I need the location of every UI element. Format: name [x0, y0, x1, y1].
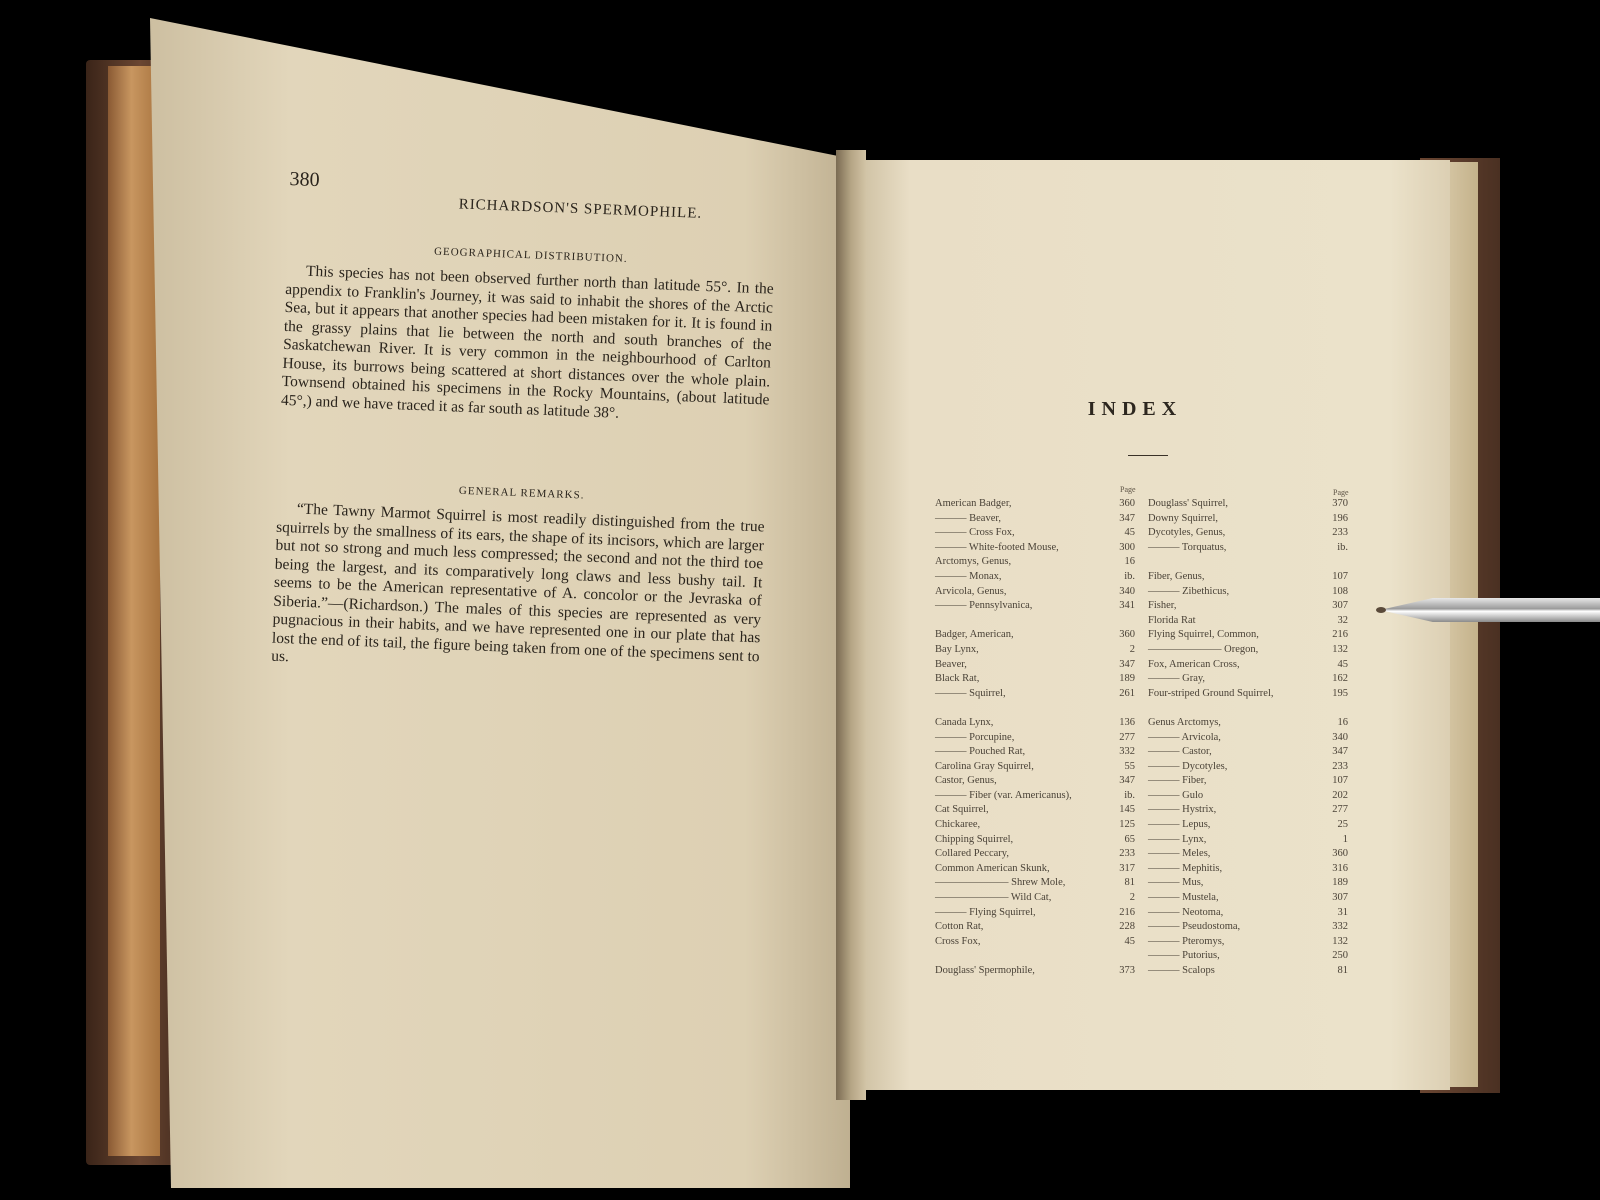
index-entry [1148, 862, 1348, 877]
index-entry [1148, 512, 1348, 527]
index-page-number: 307 [1332, 600, 1348, 612]
index-term: ——— Lynx, [1148, 833, 1207, 845]
index-page-number: 45 [1124, 935, 1135, 947]
index-page-number: 16 [1337, 716, 1348, 728]
index-term: ——————— Oregon, [1148, 643, 1259, 655]
index-entry [1148, 643, 1348, 658]
index-entry [935, 643, 1135, 658]
index-page-number: 65 [1124, 833, 1135, 845]
index-term: Badger, American, [935, 629, 1014, 641]
index-entry [935, 891, 1135, 906]
index-term: Carolina Gray Squirrel, [935, 760, 1034, 772]
page-number: 380 [289, 168, 320, 192]
index-term: Flying Squirrel, Common, [1148, 629, 1259, 641]
index-term: ——— Zibethicus, [1148, 585, 1230, 597]
index-entry [935, 658, 1135, 673]
index-page-number: 31 [1337, 906, 1348, 918]
index-entry [1148, 541, 1348, 556]
index-page-number: 347 [1332, 746, 1348, 758]
index-entry [935, 614, 1135, 629]
index-entry [1148, 628, 1348, 643]
index-page-number: 332 [1332, 921, 1348, 933]
index-entry [1148, 658, 1348, 673]
index-term: ——— Scalops [1148, 965, 1215, 976]
index-entry [935, 526, 1135, 541]
index-page-number: 340 [1119, 585, 1135, 597]
index-term: Arvicola, Genus, [935, 585, 1007, 597]
section-title-remarks: GENERAL REMARKS. [458, 484, 585, 502]
index-page-number: 347 [1119, 512, 1135, 524]
index-page-number: 107 [1332, 570, 1348, 582]
index-page-number: 202 [1332, 789, 1348, 801]
index-entry [935, 512, 1135, 527]
index-term: Canada Lynx, [935, 716, 994, 728]
index-term: Downy Squirrel, [1148, 512, 1218, 524]
running-head: RICHARDSON'S SPERMOPHILE. [458, 196, 703, 222]
index-page-number: 132 [1332, 935, 1348, 947]
index-page-number: 2 [1129, 643, 1135, 655]
index-entry [935, 935, 1135, 950]
index-entry [935, 745, 1135, 760]
index-term: Chipping Squirrel, [935, 833, 1014, 845]
index-term: ——— Lepus, [1148, 819, 1211, 831]
index-entry [1148, 803, 1348, 818]
index-page-number: 107 [1332, 775, 1348, 787]
index-entry [1148, 847, 1348, 862]
index-page-number: 162 [1332, 673, 1348, 685]
index-term: ——— Squirrel, [935, 687, 1006, 699]
section-title-distribution: GEOGRAPHICAL DISTRIBUTION. [433, 245, 628, 266]
index-entry [935, 599, 1135, 614]
index-page-number: 340 [1332, 731, 1348, 743]
index-page-number: ib. [1337, 541, 1348, 553]
index-entry [1148, 876, 1348, 891]
index-term: ——— Flying Squirrel, [935, 906, 1036, 918]
index-page-number: 136 [1119, 716, 1135, 728]
index-term: ——— Gray, [1148, 673, 1206, 685]
index-term: Fox, American Cross, [1148, 658, 1240, 670]
index-entry [1148, 585, 1348, 600]
index-page-number: 261 [1119, 687, 1135, 699]
index-entry [935, 876, 1135, 891]
index-entry [935, 862, 1135, 877]
index-page-number: ib. [1124, 789, 1135, 801]
index-term: ——— Pteromys, [1148, 935, 1225, 947]
index-term: ——— Porcupine, [935, 731, 1015, 743]
index-term: ——— Monax, [935, 570, 1002, 582]
index-entry [935, 716, 1135, 731]
index-entry [1148, 818, 1348, 833]
index-term: Genus Arctomys, [1148, 716, 1221, 728]
index-page-number: 300 [1119, 541, 1135, 553]
index-page-number: 341 [1119, 600, 1135, 612]
index-title: INDEX [1087, 398, 1183, 420]
index-entry [1148, 949, 1348, 964]
index-entry [1148, 731, 1348, 746]
index-page-number: 125 [1119, 819, 1135, 831]
index-page-number: 228 [1119, 921, 1135, 933]
index-entry [1148, 701, 1348, 716]
index-page-number: 347 [1119, 658, 1135, 670]
index-entry [1148, 716, 1348, 731]
index-term: Cotton Rat, [935, 921, 984, 933]
index-entry [935, 541, 1135, 556]
index-page-number: 277 [1332, 804, 1348, 816]
index-page-number: 1 [1342, 833, 1348, 845]
index-term: Arctomys, Genus, [935, 556, 1012, 568]
index-page-number: 332 [1119, 746, 1135, 758]
index-term: Collared Peccary, [935, 848, 1009, 860]
index-term: Bay Lynx, [935, 643, 979, 655]
index-term: Douglass' Spermophile, [935, 965, 1035, 976]
index-page-number: 360 [1332, 848, 1348, 860]
index-entry [935, 774, 1135, 789]
index-entry [1148, 760, 1348, 775]
pen-tip [1376, 607, 1386, 613]
index-rule [1128, 455, 1168, 456]
index-entry [1148, 789, 1348, 804]
index-entry [1148, 614, 1348, 629]
index-entry [1148, 745, 1348, 760]
index-entry [935, 789, 1135, 804]
index-term: Cross Fox, [935, 935, 981, 947]
paragraph-remarks: “The Tawny Marmot Squirrel is most readily distinguished from the true squirrels by the smallness of its ears, the shape of its incisors, which are larger but not so strong and much less compressed; the second and not the third toe being the largest, and its comparatively long claws and less bushy tail. It seems to be the American representative of A. concolor or the Jevraska of Siberia.”—(Richardson.) The males of this species are represented as very pugnacious in their habits, and we have represented one in our plate that has lost the end of its tail, the figure being taken from one of the specimens sent to us. [270, 500, 765, 666]
page-label-col2: Page [1333, 488, 1349, 497]
index-entry [935, 847, 1135, 862]
index-entry [1148, 599, 1348, 614]
index-entry [1148, 935, 1348, 950]
index-entry [935, 803, 1135, 818]
index-term: Florida Rat [1148, 614, 1196, 626]
index-term: ——— Mus, [1148, 877, 1204, 889]
index-term: ——— Arvicola, [1148, 731, 1221, 743]
index-entry [1148, 570, 1348, 585]
index-entry [935, 628, 1135, 643]
index-entry [1148, 526, 1348, 541]
index-page-number: 233 [1332, 527, 1348, 539]
index-page-number: 233 [1119, 848, 1135, 860]
index-entry [935, 672, 1135, 687]
index-term: ——————— Shrew Mole, [935, 877, 1066, 889]
index-entry [1148, 672, 1348, 687]
index-entry [1148, 555, 1348, 570]
index-term: ——————— Wild Cat, [935, 892, 1052, 904]
index-term: Four-striped Ground Squirrel, [1148, 687, 1274, 699]
index-term: Dycotyles, Genus, [1148, 527, 1226, 539]
index-page-number: 132 [1332, 643, 1348, 655]
index-page-number: 347 [1119, 775, 1135, 787]
index-term: ——— Fiber, [1148, 775, 1207, 787]
index-entry [1148, 774, 1348, 789]
index-page-number: 55 [1124, 760, 1135, 772]
index-page-number: 16 [1124, 556, 1135, 568]
index-entry [935, 760, 1135, 775]
index-term: Fiber, Genus, [1148, 570, 1205, 582]
index-page-number: 307 [1332, 892, 1348, 904]
index-term: Fisher, [1148, 600, 1177, 612]
index-term: ——— Castor, [1148, 746, 1212, 758]
index-entry [935, 585, 1135, 600]
index-term: ——— Dycotyles, [1148, 760, 1228, 772]
index-term: ——— Meles, [1148, 848, 1211, 860]
index-entry [935, 497, 1135, 512]
index-entry [1148, 906, 1348, 921]
index-term: Beaver, [935, 658, 967, 670]
index-entry [935, 906, 1135, 921]
index-page-number: 32 [1337, 614, 1348, 626]
left-page-edges [108, 66, 160, 1156]
index-page-number: 216 [1332, 629, 1348, 641]
index-page-number: 316 [1332, 862, 1348, 874]
index-entry [1148, 891, 1348, 906]
index-page-number: 25 [1337, 819, 1348, 831]
index-page-number: 233 [1332, 760, 1348, 772]
index-page-number: 216 [1119, 906, 1135, 918]
index-page-number: 196 [1332, 512, 1348, 524]
page-label-col1: Page [1120, 485, 1136, 494]
index-page-number: 189 [1332, 877, 1348, 889]
index-term: ——— Mustela, [1148, 892, 1219, 904]
index-entry [935, 701, 1135, 716]
index-page-number: 45 [1124, 527, 1135, 539]
index-entry [935, 833, 1135, 848]
index-page-number: 81 [1337, 965, 1348, 976]
index-term: ——— Pennsylvanica, [935, 600, 1033, 612]
index-entry [935, 920, 1135, 935]
book-gutter [836, 150, 866, 1100]
index-term: ——— Gulo [1148, 789, 1204, 801]
index-term: ——— Mephitis, [1148, 862, 1223, 874]
index-entry [935, 949, 1135, 964]
index-entry [935, 687, 1135, 702]
index-page-number: 45 [1337, 658, 1348, 670]
index-term: American Badger, [935, 498, 1012, 509]
index-term: ——— Torquatus, [1148, 541, 1227, 553]
index-entry [935, 818, 1135, 833]
index-term: Douglass' Squirrel, [1148, 498, 1229, 509]
index-entry [935, 731, 1135, 746]
index-entry [935, 555, 1135, 570]
index-term: ——— White-footed Mouse, [935, 541, 1059, 553]
index-page-number: 360 [1119, 498, 1135, 509]
index-term: ——— Beaver, [935, 512, 1002, 524]
index-term: ——— Cross Fox, [935, 527, 1015, 539]
index-entry [1148, 687, 1348, 702]
index-page-number: 370 [1332, 498, 1348, 509]
index-term: ——— Pseudostoma, [1148, 921, 1241, 933]
index-entry [935, 570, 1135, 585]
index-term: ——— Pouched Rat, [935, 746, 1026, 758]
index-term: ——— Fiber (var. Americanus), [935, 789, 1072, 801]
index-term: Cat Squirrel, [935, 804, 989, 816]
index-entry [1148, 920, 1348, 935]
index-column-2 [1148, 497, 1348, 979]
index-page-number: 360 [1119, 629, 1135, 641]
index-page-number: 277 [1119, 731, 1135, 743]
index-entry [1148, 497, 1348, 512]
index-term: ——— Neotoma, [1148, 906, 1224, 918]
index-term: Black Rat, [935, 673, 980, 685]
index-term: Castor, Genus, [935, 775, 997, 787]
index-page-number: 189 [1119, 673, 1135, 685]
index-term: Chickaree, [935, 819, 981, 831]
index-page-number: 373 [1119, 965, 1135, 976]
index-page-number: ib. [1124, 570, 1135, 582]
index-page-number: 317 [1119, 862, 1135, 874]
index-page-number: 2 [1129, 892, 1135, 904]
index-term: ——— Putorius, [1148, 950, 1220, 962]
index-page-number: 195 [1332, 687, 1348, 699]
paragraph-distribution: This species has not been observed further north than latitude 55°. In the appendix to Franklin's Journey, it was said to inhabit the shores of the Arctic Sea, but it appears that another species had been mistaken for it. It is found in the grassy plains that lie between the north and south branches of the Saskatchewan River. It is very common in the neighbourhood of Carlton House, its burrows being scattered at short distances over the whole plain. Townsend obtained his specimens in the Rocky Mountains, (about latitude 45°,) and we have traced it as far south as latitude 38°. [280, 262, 775, 422]
index-page-number: 250 [1332, 950, 1348, 962]
index-page-number: 145 [1119, 804, 1135, 816]
index-entry [1148, 964, 1348, 979]
index-term: ——— Hystrix, [1148, 804, 1217, 816]
index-entry [935, 964, 1135, 979]
index-entry [1148, 833, 1348, 848]
index-page-number: 81 [1124, 877, 1135, 889]
index-term: Common American Skunk, [935, 862, 1050, 874]
index-page-number: 108 [1332, 585, 1348, 597]
index-column-1 [935, 497, 1135, 979]
